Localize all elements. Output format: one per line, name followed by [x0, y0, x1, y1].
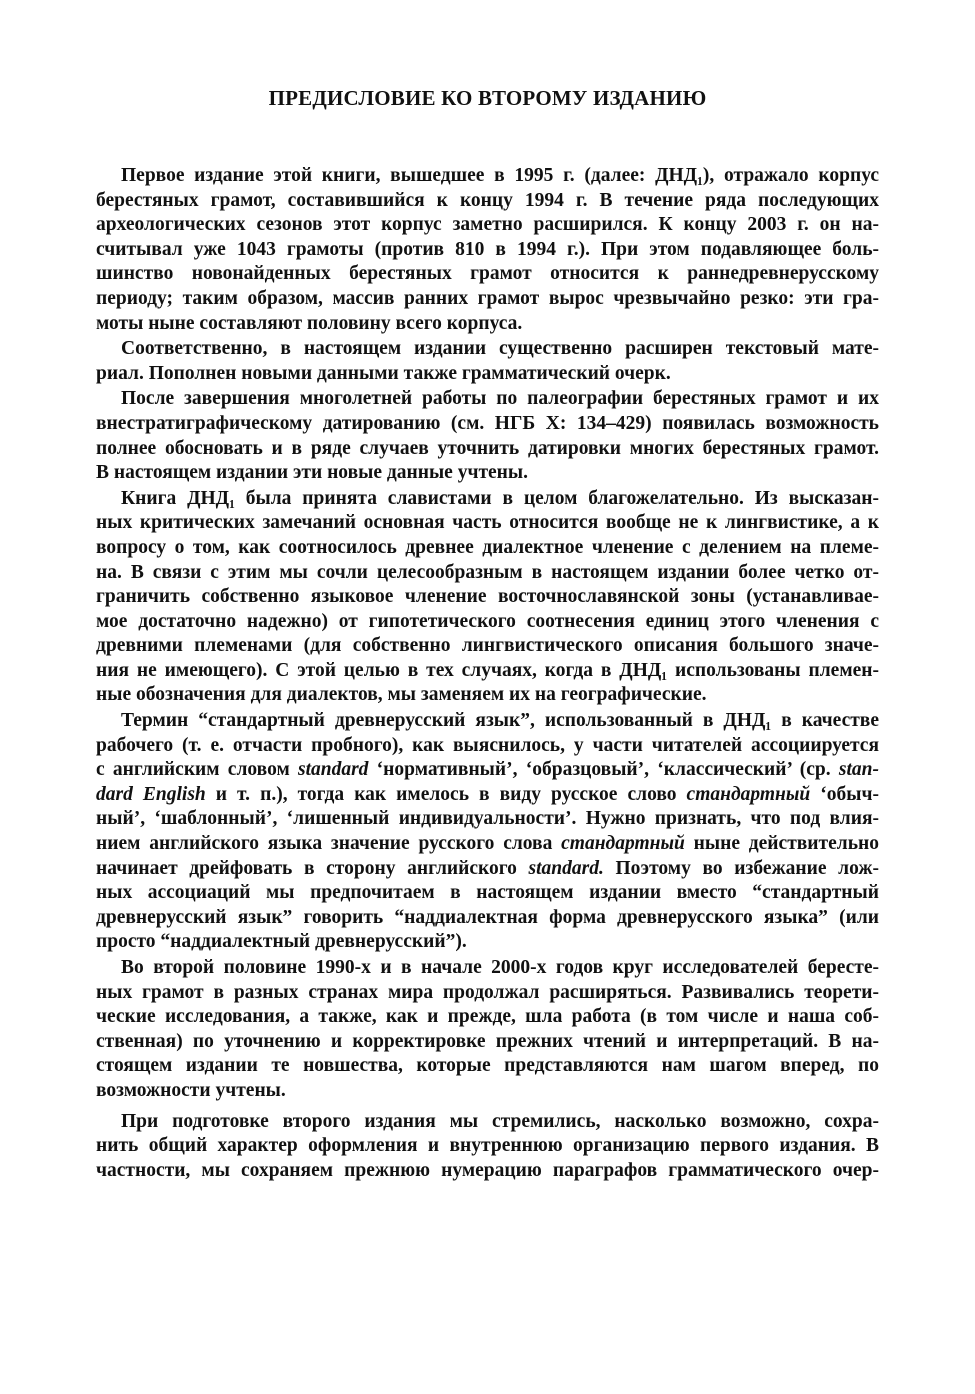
paragraph-5	[96, 709, 879, 955]
text-line: нить общий характер оформления и внутреннюю организацию первого издания. В	[96, 1135, 879, 1157]
text-line: Первое издание этой книги, вышедшее в 1995 г. (далее: ДНД₁), отражало корпус	[121, 165, 879, 186]
italic-term: стандартный	[561, 833, 685, 855]
paragraph-3	[96, 387, 879, 485]
italic-term: standard	[297, 759, 369, 781]
text-line: начинает дрейфовать в сторону английского standard. Поэтому во избежание лож-	[96, 857, 879, 879]
paragraph-6	[96, 956, 879, 1104]
paragraph-4	[96, 487, 879, 708]
text-line: полнее обосновать и в ряде случаев уточнить датировки многих берестяных грамот.	[96, 437, 879, 459]
text-line: Книга ДНД₁ была принята славистами в целом благожелательно. Из высказан-	[121, 487, 879, 509]
italic-term: стандартный	[686, 783, 811, 805]
text-line: ных ассоциаций мы предпочитаем в настоящем издании вместо “стандартный	[96, 882, 879, 904]
text-line: возможности учтены.	[96, 1079, 286, 1101]
text-line: ния не имеющего). С этой целью в тех случаях, когда в ДНД₁ использованы племен-	[96, 659, 879, 681]
text-line: ных грамот в разных странах мира продолжал расширяться. Развивались теорети-	[96, 981, 879, 1003]
italic-term: standard.	[528, 857, 604, 879]
text-line: шинство новонайденных берестяных грамот относится к раннедревнерусскому	[96, 263, 879, 285]
text-line: После завершения многолетней работы по палеографии берестяных грамот и их	[121, 388, 879, 410]
text-line: В настоящем издании эти новые данные учтены.	[96, 462, 529, 484]
text-line: мое достаточно надежно) от гипотетического соотнесения единиц этого членения с	[96, 610, 879, 632]
text-line: частности, мы сохраняем прежнюю нумерацию параграфов грамматического очер-	[96, 1159, 879, 1181]
text-line: нием английского языка значение русского слова стандартный ныне действительно	[96, 833, 880, 855]
text-line: Соответственно, в настоящем издании существенно расширен текстовый мате-	[121, 338, 879, 360]
text-line: риал. Пополнен новыми данными также грамматический очерк.	[96, 362, 671, 384]
text-line: ческие исследования, а также, как и прежде, шла работа (в том числе и наша соб-	[96, 1006, 879, 1028]
text-line: При подготовке второго издания мы стремились, насколько возможно, сохра-	[121, 1110, 879, 1132]
text-line: периоду; таким образом, массив ранних грамот вырос чрезвычайно резко: эти гра-	[96, 287, 879, 309]
text-line: ные обозначения для диалектов, мы заменяем их на географические.	[96, 684, 707, 706]
text-line: граничить собственно языковое членение восточнославянской зоны (устанавливае-	[96, 586, 879, 608]
text-line: ственная) по уточнению и корректировке прежних чтений и интерпретаций. В на-	[96, 1030, 879, 1052]
italic-term: dard English	[96, 783, 206, 805]
text-line: древнерусский язык” говорить “наддиалектная форма древнерусского языка” (или	[96, 906, 879, 928]
text-line: археологических сезонов этот корпус заметно расширился. К концу 2003 г. он на-	[96, 214, 879, 236]
text-line: ный’, ‘шаблонный’, ‘лишенный индивидуальности’. Нужно признать, что под влия-	[96, 808, 879, 830]
text-line: рабочего (т. е. отчасти пробного), как выяснилось, у части читателей ассоциируется	[96, 734, 879, 756]
paragraph-1	[96, 164, 879, 336]
paragraph-7	[96, 1110, 879, 1184]
text-line: Во второй половине 1990-х и в начале 2000-х годов круг исследователей бересте-	[121, 957, 879, 978]
body-text	[96, 164, 879, 1183]
text-line: Термин “стандартный древнерусский язык”, использованный в ДНД₁ в качестве	[121, 710, 879, 732]
text-line: просто “наддиалектный древнерусский”).	[96, 931, 467, 953]
text-line: вопросу о том, как соотносилось древнее диалектное членение с делением на племе-	[96, 536, 879, 558]
italic-term: stan-	[838, 759, 880, 781]
text-line: берестяных грамот, составившийся к концу 1994 г. В течение ряда последующих	[96, 189, 879, 211]
page-title: ПРЕДИСЛОВИЕ КО ВТОРОМУ ИЗДАНИЮ	[268, 86, 707, 110]
paragraph-2	[96, 337, 879, 386]
text-line: с английским словом standard ‘нормативный’, ‘образцовый’, ‘классический’ (ср. stan-	[96, 759, 880, 781]
text-line: считывал уже 1043 грамоты (против 810 в 1994 г.). При этом подавляющее боль-	[96, 238, 879, 260]
text-line: древними племенами (для собственно лингвистического описания большого значе-	[96, 635, 879, 657]
text-line: моты ныне составляют половину всего корпуса.	[96, 312, 523, 334]
text-line: ных критических замечаний основная часть относится вообще не к лингвистике, а к	[96, 512, 879, 534]
text-line: внестратиграфическому датированию (см. НГБ X: 134–429) появилась возможность	[96, 412, 879, 434]
text-line: на. В связи с этим мы сочли целесообразным в настоящем издании более четко от-	[96, 561, 879, 583]
text-line: dard English и т. п.), тогда как имелось в виду русское слово стандартный ‘обыч-	[96, 783, 879, 805]
text-line: стоящем издании те новшества, которые представляются нам шагом вперед, по	[96, 1055, 879, 1077]
